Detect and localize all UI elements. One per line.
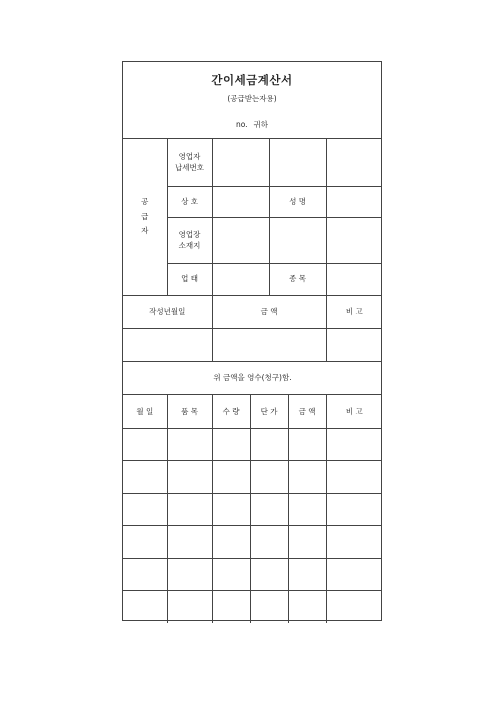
date-header: 작성년월일 [149,307,186,317]
items-table [123,395,382,623]
items-header-date-label: 월 일 [136,406,154,416]
items-header-row [123,395,382,428]
date-field[interactable] [123,329,212,362]
trade-name-label: 상 호 [181,196,198,206]
item-row [123,493,382,526]
item-item-field[interactable] [167,428,212,461]
item-unit-price-field[interactable] [250,461,288,494]
item-row [123,461,382,494]
supplier-table [123,139,382,296]
date-header-cell [123,296,212,329]
business-reg-no-field-3[interactable] [326,139,382,186]
item-item-field[interactable] [167,461,212,494]
item-date-field[interactable] [123,526,167,559]
recipient-suffix: 귀하 [253,120,269,129]
item-item-field[interactable] [167,526,212,559]
item-quantity-field[interactable] [212,428,250,461]
item-remarks-field[interactable] [326,461,382,494]
item-date-field[interactable] [123,461,167,494]
receipt-statement: 위 금액을 영수(청구)함. [213,373,292,383]
business-address-field-2[interactable] [269,217,326,263]
item-date-field[interactable] [123,493,167,526]
item-amount-field[interactable] [288,493,326,526]
item-remarks-field[interactable] [326,558,382,591]
items-header-amount [288,395,326,428]
items-header-remarks-label: 비 고 [345,406,363,416]
receipt-statement-cell [123,362,382,395]
item-amount-field[interactable] [288,428,326,461]
business-address-label-cell [167,217,212,263]
remarks-header: 비 고 [345,307,363,317]
item-unit-price-field[interactable] [250,428,288,461]
item-remarks-field[interactable] [326,591,382,624]
item-item-field[interactable] [167,493,212,526]
business-address-field-1[interactable] [212,217,269,263]
item-row [123,526,382,559]
amount-header-cell [212,296,326,329]
summary-table [123,296,382,396]
recipient-no-label: no. [235,120,248,129]
item-amount-field[interactable] [288,591,326,624]
item-unit-price-field[interactable] [250,493,288,526]
item-quantity-field[interactable] [212,591,250,624]
supplier-section-label [123,139,167,295]
business-reg-no-field-2[interactable] [269,139,326,186]
business-address-label: 영업장 소재지 [178,229,201,250]
name-label-cell [269,186,326,217]
form-title: 간이세금계산서 [211,73,293,87]
items-header-date [123,395,167,428]
business-address-field-3[interactable] [326,217,382,263]
item-quantity-field[interactable] [212,558,250,591]
amount-header: 금 액 [260,307,278,317]
business-item-field[interactable] [326,263,382,295]
business-item-label: 종 목 [289,274,306,284]
item-remarks-field[interactable] [326,428,382,461]
item-item-field[interactable] [167,558,212,591]
name-label: 성 명 [289,196,306,206]
business-reg-no-label-cell [167,139,212,186]
business-type-field[interactable] [212,263,269,295]
item-date-field[interactable] [123,428,167,461]
item-date-field[interactable] [123,591,167,624]
business-reg-no-label: 영업자 납세번호 [175,152,204,173]
item-quantity-field[interactable] [212,461,250,494]
item-row [123,428,382,461]
item-row [123,591,382,624]
item-unit-price-field[interactable] [250,526,288,559]
item-unit-price-field[interactable] [250,558,288,591]
business-reg-no-field-1[interactable] [212,139,269,186]
item-unit-price-field[interactable] [250,591,288,624]
amount-field[interactable] [212,329,326,362]
item-remarks-field[interactable] [326,493,382,526]
form-header [123,62,381,139]
item-amount-field[interactable] [288,461,326,494]
items-header-item [167,395,212,428]
items-header-amount-label: 금 액 [298,406,316,416]
item-item-field[interactable] [167,591,212,624]
business-type-label: 업 태 [181,274,198,284]
item-amount-field[interactable] [288,558,326,591]
name-field[interactable] [326,186,382,217]
item-quantity-field[interactable] [212,493,250,526]
business-item-label-cell [269,263,326,295]
item-quantity-field[interactable] [212,526,250,559]
item-amount-field[interactable] [288,526,326,559]
trade-name-field[interactable] [212,186,269,217]
item-remarks-field[interactable] [326,526,382,559]
items-body [123,428,382,623]
items-header-unit-price-label: 단 가 [260,406,278,416]
items-header-quantity [212,395,250,428]
item-date-field[interactable] [123,558,167,591]
remarks-header-cell [326,296,382,329]
form-subtitle: (공급받는자용) [227,94,277,103]
simplified-tax-invoice-form [122,61,382,621]
recipient-line [123,119,381,130]
items-header-quantity-label: 수 량 [222,406,240,416]
supplier-label: 공 급 자 [141,197,149,235]
items-header-unit-price [250,395,288,428]
business-type-label-cell [167,263,212,295]
item-row [123,558,382,591]
items-header-item-label: 품 목 [181,406,198,416]
trade-name-label-cell [167,186,212,217]
remarks-field[interactable] [326,329,382,362]
items-header-remarks [326,395,382,428]
